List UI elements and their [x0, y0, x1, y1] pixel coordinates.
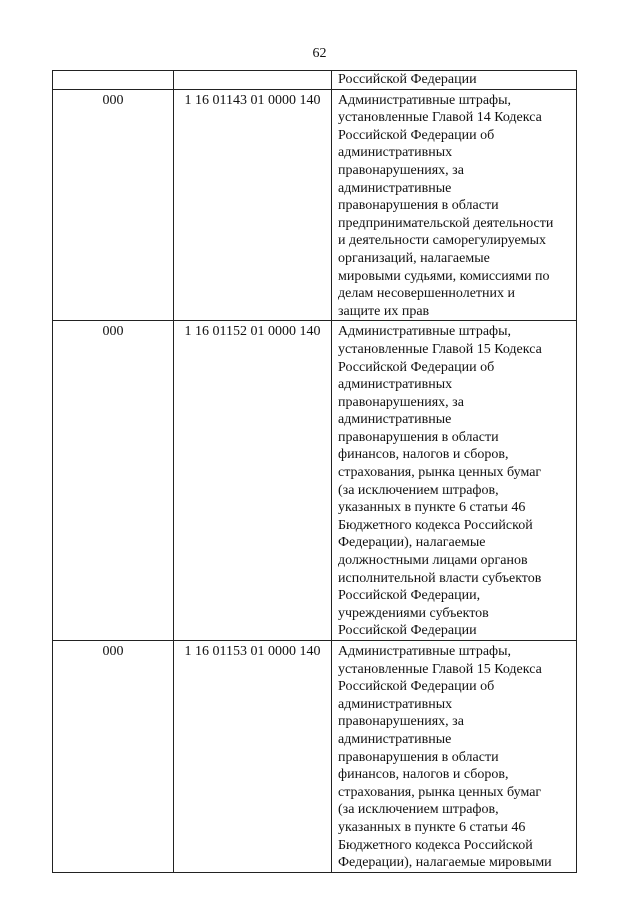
description-line: административных	[338, 145, 453, 161]
description-line: административные	[338, 180, 452, 196]
kbk-code-cell: 1 16 01152 01 0000 140	[174, 321, 332, 641]
description-line: и деятельности саморегулируемых	[338, 233, 547, 249]
description-line: Федерации), налагаемые	[338, 535, 486, 551]
description-line: правонарушения в области	[338, 429, 499, 445]
description-line: административных	[338, 696, 453, 712]
description-line: правонарушения в области	[338, 198, 499, 214]
description-line: Российской Федерации об	[338, 359, 495, 375]
empty-kbk-cell	[174, 71, 332, 90]
admin-code-cell: 000	[53, 321, 174, 641]
description-line: страхования, рынка ценных бумаг	[338, 465, 542, 481]
description-line: правонарушениях, за	[338, 714, 464, 730]
description-line: административных	[338, 377, 453, 393]
description-line: правонарушениях, за	[338, 394, 464, 410]
description-line: Административные штрафы,	[338, 324, 512, 340]
table-row	[53, 89, 577, 321]
description-line: учреждениями субъектов	[338, 605, 489, 621]
description-line: Административные штрафы,	[338, 644, 512, 659]
description-line: Административные штрафы,	[338, 92, 512, 108]
kbk-code-cell: 1 16 01153 01 0000 140	[174, 641, 332, 873]
budget-codes-table	[52, 70, 577, 873]
description-line: финансов, налогов и сборов,	[338, 767, 509, 783]
description-line: указанных в пункте 6 статьи 46	[338, 500, 526, 516]
admin-code-cell: 000	[53, 89, 174, 321]
description-line: (за исключением штрафов,	[338, 482, 499, 498]
description-line: Бюджетного кодекса Российской	[338, 837, 533, 853]
description-line: правонарушения в области	[338, 749, 499, 765]
description-line: Российской Федерации,	[338, 588, 481, 604]
kbk-code-cell: 1 16 01143 01 0000 140	[174, 89, 332, 321]
page-number: 62	[312, 46, 327, 61]
description-line: Федерации), налагаемые мировыми	[338, 855, 552, 871]
table-body	[53, 71, 577, 873]
admin-code-cell: 000	[53, 641, 174, 873]
continuation-cell: Российской Федерации	[332, 71, 577, 90]
description-line: установленные Главой 14 Кодекса	[338, 110, 542, 126]
description-line: защите их прав	[338, 303, 430, 319]
description-line: страхования, рынка ценных бумаг	[338, 784, 542, 800]
description-line: Бюджетного кодекса Российской	[338, 517, 533, 533]
description-line: финансов, налогов и сборов,	[338, 447, 509, 463]
description-cell	[332, 89, 577, 321]
description-line: организаций, налагаемые	[338, 250, 490, 266]
description-line: установленные Главой 15 Кодекса	[338, 661, 542, 677]
table-row	[53, 321, 577, 641]
description-line: исполнительной власти субъектов	[338, 570, 542, 586]
description-line: правонарушениях, за	[338, 162, 464, 178]
description-line: предпринимательской деятельности	[338, 215, 554, 231]
description-line: Российской Федерации	[338, 623, 477, 639]
description-line: (за исключением штрафов,	[338, 802, 499, 818]
description-line: делам несовершеннолетних и	[338, 286, 515, 302]
description-line: Российской Федерации об	[338, 127, 495, 143]
description-cell	[332, 321, 577, 641]
description-line: мировыми судьями, комиссиями по	[338, 268, 550, 284]
description-line: административные	[338, 731, 452, 747]
empty-admin-cell	[53, 71, 174, 90]
description-line: административные	[338, 412, 452, 428]
table-row	[53, 641, 577, 873]
continuation-row	[53, 71, 577, 90]
description-line: установленные Главой 15 Кодекса	[338, 341, 542, 357]
description-line: должностными лицами органов	[338, 553, 528, 569]
description-line: указанных в пункте 6 статьи 46	[338, 819, 526, 835]
description-line: Российской Федерации об	[338, 679, 495, 695]
description-cell	[332, 641, 577, 873]
